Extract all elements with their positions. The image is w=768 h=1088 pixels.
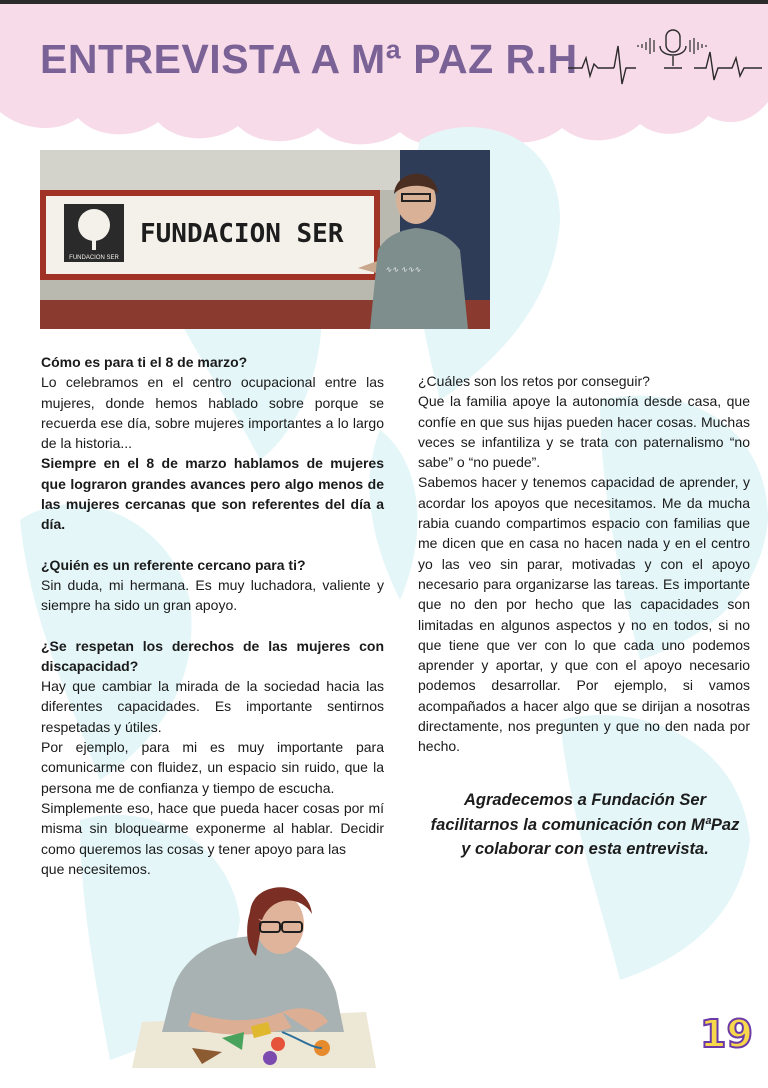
sign-text: FUNDACION SER <box>140 219 344 249</box>
answer-derechos-p4: que necesitemos. <box>41 860 151 877</box>
question-march-8: Cómo es para ti el 8 de marzo? <box>41 354 248 370</box>
question-retos: ¿Cuáles son los retos por conseguir? <box>418 373 650 389</box>
answer-march-8-bold: Siempre en el 8 de marzo hablamos de mujeres que lograron grandes avances pero algo menos de las mujeres cercanas que son referentes del día a día. <box>41 455 384 533</box>
thanks-line-1: Agradecemos a Fundación Ser <box>463 791 707 809</box>
interview-left-column <box>41 352 384 879</box>
question-referente: ¿Quién es un referente cercano para ti? <box>41 556 306 573</box>
answer-referente: Sin duda, mi hermana. Es muy luchadora, valiente y siempre ha sido un gran apoyo. <box>41 576 384 614</box>
page-title: ENTREVISTA A Mª PAZ R.H <box>40 36 578 82</box>
interview-right-column <box>418 371 750 757</box>
thanks-line-3: y colaborar con esta entrevista. <box>461 840 709 858</box>
answer-retos-p2: Sabemos hacer y tenemos capacidad de aprender, y acordar los apoyos que necesitamos. Me da mucha rabia cuando compartimos espacio con familias que me dicen que en casa no hacen nada y en el centro yo las veo sin parar, motivadas y con el apoyo necesario para organizarse las tareas. Es importante que no den por hecho que las capacidades son limitadas en algunos aspectos y no en todos, si no que tiene que ver con lo que cada uno podemos aprender y aportar, y que con el apoyo necesario podemos desarrollar. Por ejemplo, si vamos acompañados a hacer algo que se dirijan a nosotras directamente, nos pregunten y que no den nada por hecho. <box>418 474 750 755</box>
answer-derechos-p2: Por ejemplo, para mi es muy importante para comunicarme con fluidez, un espacio sin ruido, que la persona me de confianza y tiempo de escucha. <box>41 739 384 796</box>
answer-derechos-p1: Hay que cambiar la mirada de la sociedad hacia las diferentes capacidades. Es importante sentirnos respetadas y útiles. <box>41 678 384 735</box>
thanks-line-2: facilitarnos la comunicación con MªPaz <box>430 815 740 834</box>
svg-text:∿∿ ∿∿∿: ∿∿ ∿∿∿ <box>385 265 421 274</box>
answer-retos-p1: Que la familia apoye la autonomía desde casa, que confíe en que sus hijas pueden hacer cosas. Muchas veces se infantiliza y se trata con paternalismo “no sabe” o “no puede”. <box>418 393 750 471</box>
photo-woman-crafts <box>132 872 376 1068</box>
page-number: 19 <box>700 1012 753 1056</box>
photo-fundacion-ser-sign <box>40 150 490 329</box>
answer-march-8: Lo celebramos en el centro ocupacional entre las mujeres, donde hemos hablado sobre porque se recuerda ese día, sobre mujeres importantes a lo largo de la historia... <box>41 374 384 452</box>
answer-derechos-p3: Simplemente eso, hace que pueda hacer cosas por mí misma sin bloquearme exponerme al hablar. Decidir como queremos las cosas y tener apoyo para las <box>41 799 384 857</box>
sign-logo-text: FUNDACION SER <box>69 255 119 261</box>
question-derechos: ¿Se respetan los derechos de las mujeres con discapacidad? <box>41 637 384 674</box>
heartbeat-microphone-icon <box>566 26 764 88</box>
thanks-note <box>420 788 750 862</box>
